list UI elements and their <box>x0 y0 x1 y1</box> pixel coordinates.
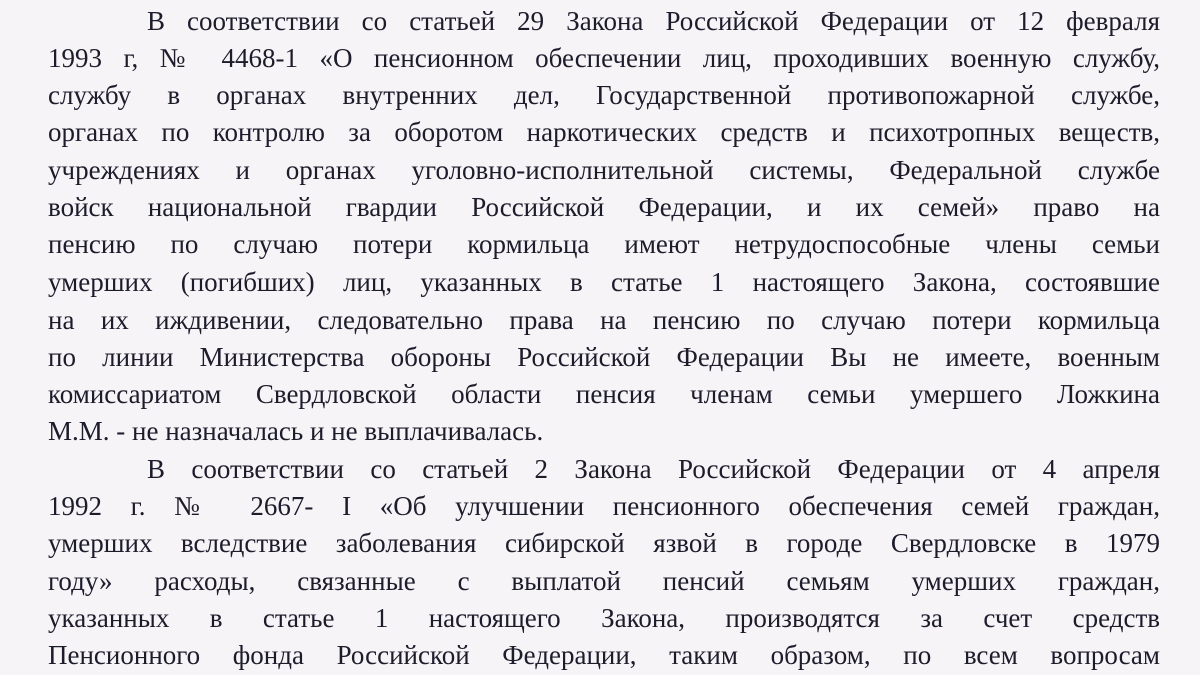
paragraph-1-line-9: на их иждивении, следовательно права на пенсию по случаю потери кормильца <box>48 305 1160 335</box>
paragraph-2-line-3: умерших вследствие заболевания сибирской язвой в городе Свердловске в 1979 <box>48 528 1160 558</box>
paragraph-2-line-6: Пенсионного фонда Российской Федерации, таким образом, по всем вопросам <box>48 640 1160 670</box>
paragraph-2-line-5: указанных в статье 1 настоящего Закона, производятся за счет средств <box>48 603 1160 633</box>
paragraph-1-line-6: войск национальной гвардии Российской Федерации, и их семей» право на <box>48 192 1160 222</box>
paragraph-1-line-3: службу в органах внутренних дел, Государственной противопожарной службе, <box>48 80 1160 110</box>
paragraph-2-line-2: 1992 г. № 2667- I «Об улучшении пенсионного обеспечения семей граждан, <box>48 491 1160 521</box>
paragraph-1-line-12: М.М. - не назначалась и не выплачивалась. <box>48 416 544 446</box>
paragraph-1-line-7: пенсию по случаю потери кормильца имеют нетрудоспособные члены семьи <box>48 229 1160 259</box>
paragraph-1-line-8: умерших (погибших) лиц, указанных в статье 1 настоящего Закона, состоявшие <box>48 267 1160 297</box>
paragraph-2-line-4: году» расходы, связанные с выплатой пенсий семьям умерших граждан, <box>48 566 1160 596</box>
paragraph-1-line-2: 1993 г, № 4468-1 «О пенсионном обеспечении лиц, проходивших военную службу, <box>48 43 1160 73</box>
paragraph-1-line-10: по линии Министерства обороны Российской Федерации Вы не имеете, военным <box>48 342 1160 372</box>
paragraph-1-line-4: органах по контролю за оборотом наркотических средств и психотропных веществ, <box>48 117 1160 147</box>
paragraph-1-line-5: учреждениях и органах уголовно-исполнительной системы, Федеральной службе <box>48 155 1160 185</box>
paragraph-2-line-1: В соответствии со статьей 2 Закона Российской Федерации от 4 апреля <box>147 454 1160 484</box>
paragraph-1-line-1: В соответствии со статьей 29 Закона Российской Федерации от 12 февраля <box>147 6 1160 36</box>
paragraph-1-line-11: комиссариатом Свердловской области пенсия членам семьи умершего Ложкина <box>48 379 1160 409</box>
